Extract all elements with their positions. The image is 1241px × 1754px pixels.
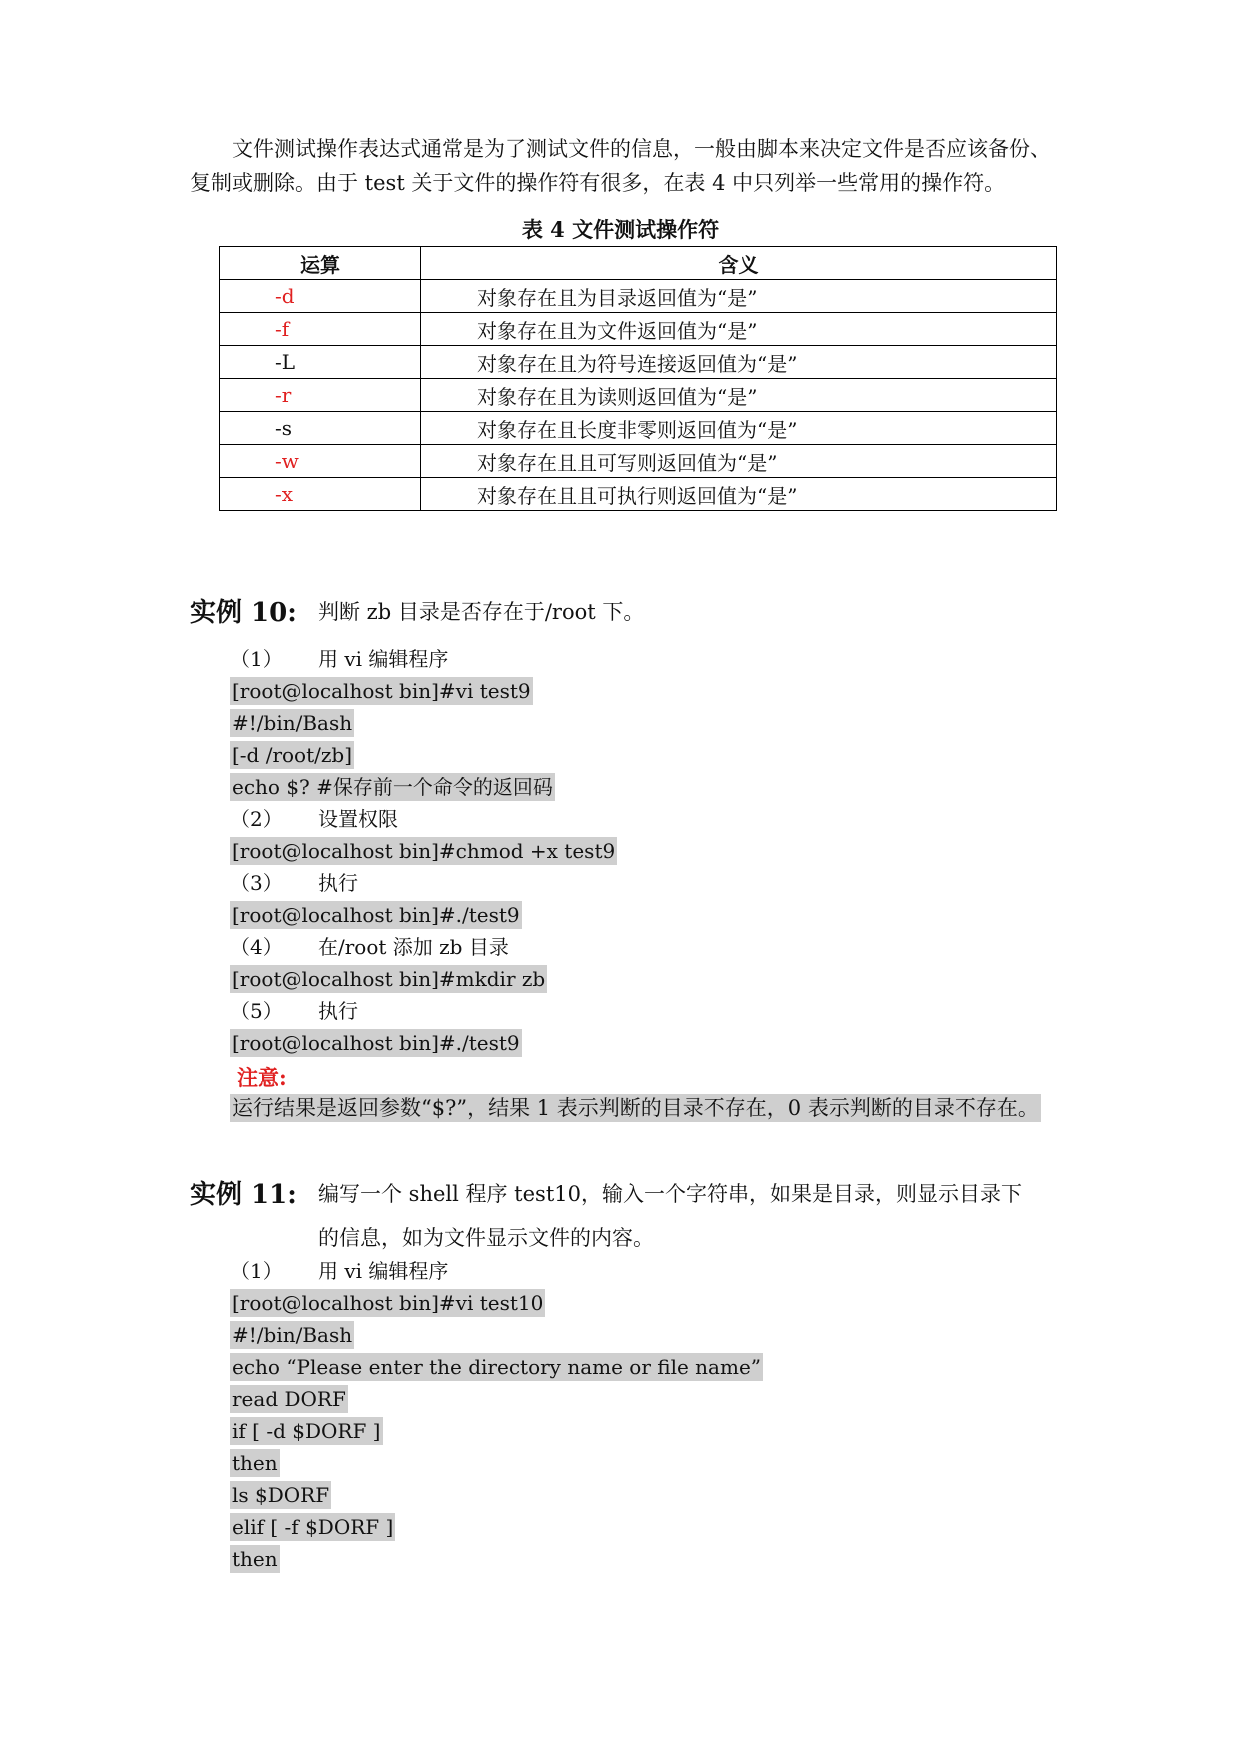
example-10-step-2: [230, 804, 398, 834]
example-11-description-line-2: 的信息，如为文件显示文件的内容。: [318, 1226, 654, 1250]
meaning-cell: 对象存在且为符号连接返回值为“是”: [421, 346, 1057, 379]
step-text: 设置权限: [318, 807, 398, 831]
example-11-description-line-1: 编写一个 shell 程序 test10，输入一个字符串，如果是目录，则显示目录下: [318, 1182, 1022, 1206]
step-text: 执行: [318, 871, 358, 895]
code-line: [230, 1512, 395, 1542]
table-caption: 表 4 文件测试操作符: [521, 217, 720, 242]
code-text: then: [232, 1451, 278, 1475]
meaning-cell: 对象存在且为目录返回值为“是”: [421, 280, 1057, 313]
note-text: 运行结果是返回参数“$?”，结果 1 表示判断的目录不存在，0 表示判断的目录不存在。: [232, 1096, 1039, 1120]
example-10-step-3: [230, 868, 358, 898]
operator-cell: -x: [220, 478, 421, 511]
table-row: [220, 412, 1057, 445]
meaning-cell: 对象存在且为文件返回值为“是”: [421, 313, 1057, 346]
step-text: 在/root 添加 zb 目录: [318, 935, 509, 959]
example-11-step-1: [230, 1256, 448, 1286]
code-text: echo $? #保存前一个命令的返回码: [232, 775, 553, 799]
code-line: [230, 1544, 280, 1574]
code-text: elif [ -f $DORF ]: [232, 1515, 394, 1539]
code-line: [230, 1384, 348, 1414]
meaning-cell: 对象存在且且可执行则返回值为“是”: [421, 478, 1057, 511]
step-number: （2）: [230, 807, 283, 831]
operator-cell: -f: [220, 313, 421, 346]
table-row: [220, 478, 1057, 511]
code-line: [230, 1288, 545, 1318]
code-line: [230, 1320, 354, 1350]
code-line: [230, 1448, 280, 1478]
intro-paragraph: [190, 132, 1080, 200]
code-line: [230, 964, 547, 994]
code-text: [root@localhost bin]#vi test9: [232, 679, 531, 703]
example-10-step-4: [230, 932, 509, 962]
code-text: [root@localhost bin]#./test9: [232, 1031, 520, 1055]
note-title: 注意:: [237, 1065, 287, 1090]
code-line: [230, 1028, 522, 1058]
table-row: [220, 313, 1057, 346]
code-text: [-d /root/zb]: [232, 743, 353, 767]
table-row: [220, 346, 1057, 379]
operator-cell: -s: [220, 412, 421, 445]
code-text: [root@localhost bin]#vi test10: [232, 1291, 544, 1315]
step-number: （5）: [230, 999, 283, 1023]
example-10-description: 判断 zb 目录是否存在于/root 下。: [318, 600, 645, 624]
code-text: [root@localhost bin]#chmod +x test9: [232, 839, 616, 863]
code-line: [230, 740, 354, 770]
step-number: （1）: [230, 1259, 283, 1283]
code-line: [230, 836, 617, 866]
step-number: （3）: [230, 871, 283, 895]
step-text: 用 vi 编辑程序: [318, 1259, 449, 1283]
example-10-step-1: [230, 644, 448, 674]
operator-cell: -L: [220, 346, 421, 379]
table-header-row: [220, 247, 1057, 280]
step-number: （1）: [230, 647, 283, 671]
code-line: [230, 1480, 331, 1510]
example-11-heading: 实例 11:: [190, 1180, 297, 1210]
meaning-cell: 对象存在且且可写则返回值为“是”: [421, 445, 1057, 478]
operator-cell: -d: [220, 280, 421, 313]
code-text: [root@localhost bin]#./test9: [232, 903, 520, 927]
code-line: [230, 1416, 383, 1446]
header-meaning: 含义: [421, 247, 1057, 280]
step-number: （4）: [230, 935, 283, 959]
table-row: [220, 445, 1057, 478]
code-line: [230, 676, 533, 706]
file-test-operators-table: [219, 246, 1057, 511]
code-line: [230, 772, 555, 802]
code-text: if [ -d $DORF ]: [232, 1419, 381, 1443]
intro-line-2: 复制或删除。由于 test 关于文件的操作符有很多，在表 4 中只列举一些常用的操作符。: [190, 171, 1006, 195]
example-10-heading: 实例 10:: [190, 598, 297, 628]
meaning-cell: 对象存在且长度非零则返回值为“是”: [421, 412, 1057, 445]
table-row: [220, 280, 1057, 313]
code-line: [230, 900, 522, 930]
code-text: [root@localhost bin]#mkdir zb: [232, 967, 546, 991]
header-operator: 运算: [220, 247, 421, 280]
step-text: 执行: [318, 999, 358, 1023]
code-line: [230, 708, 354, 738]
intro-line-1: 文件测试操作表达式通常是为了测试文件的信息，一般由脚本来决定文件是否应该备份、: [232, 137, 1051, 161]
code-text: then: [232, 1547, 278, 1571]
step-text: 用 vi 编辑程序: [318, 647, 449, 671]
operator-cell: -w: [220, 445, 421, 478]
operator-cell: -r: [220, 379, 421, 412]
code-text: read DORF: [232, 1387, 346, 1411]
meaning-cell: 对象存在且为读则返回值为“是”: [421, 379, 1057, 412]
code-text: echo “Please enter the directory name or file name”: [232, 1355, 762, 1379]
code-line: [230, 1352, 763, 1382]
note-line: [230, 1093, 1041, 1123]
table-row: [220, 379, 1057, 412]
code-text: #!/bin/Bash: [232, 711, 353, 735]
code-text: ls $DORF: [232, 1483, 330, 1507]
example-10-step-5: [230, 996, 358, 1026]
code-text: #!/bin/Bash: [232, 1323, 353, 1347]
